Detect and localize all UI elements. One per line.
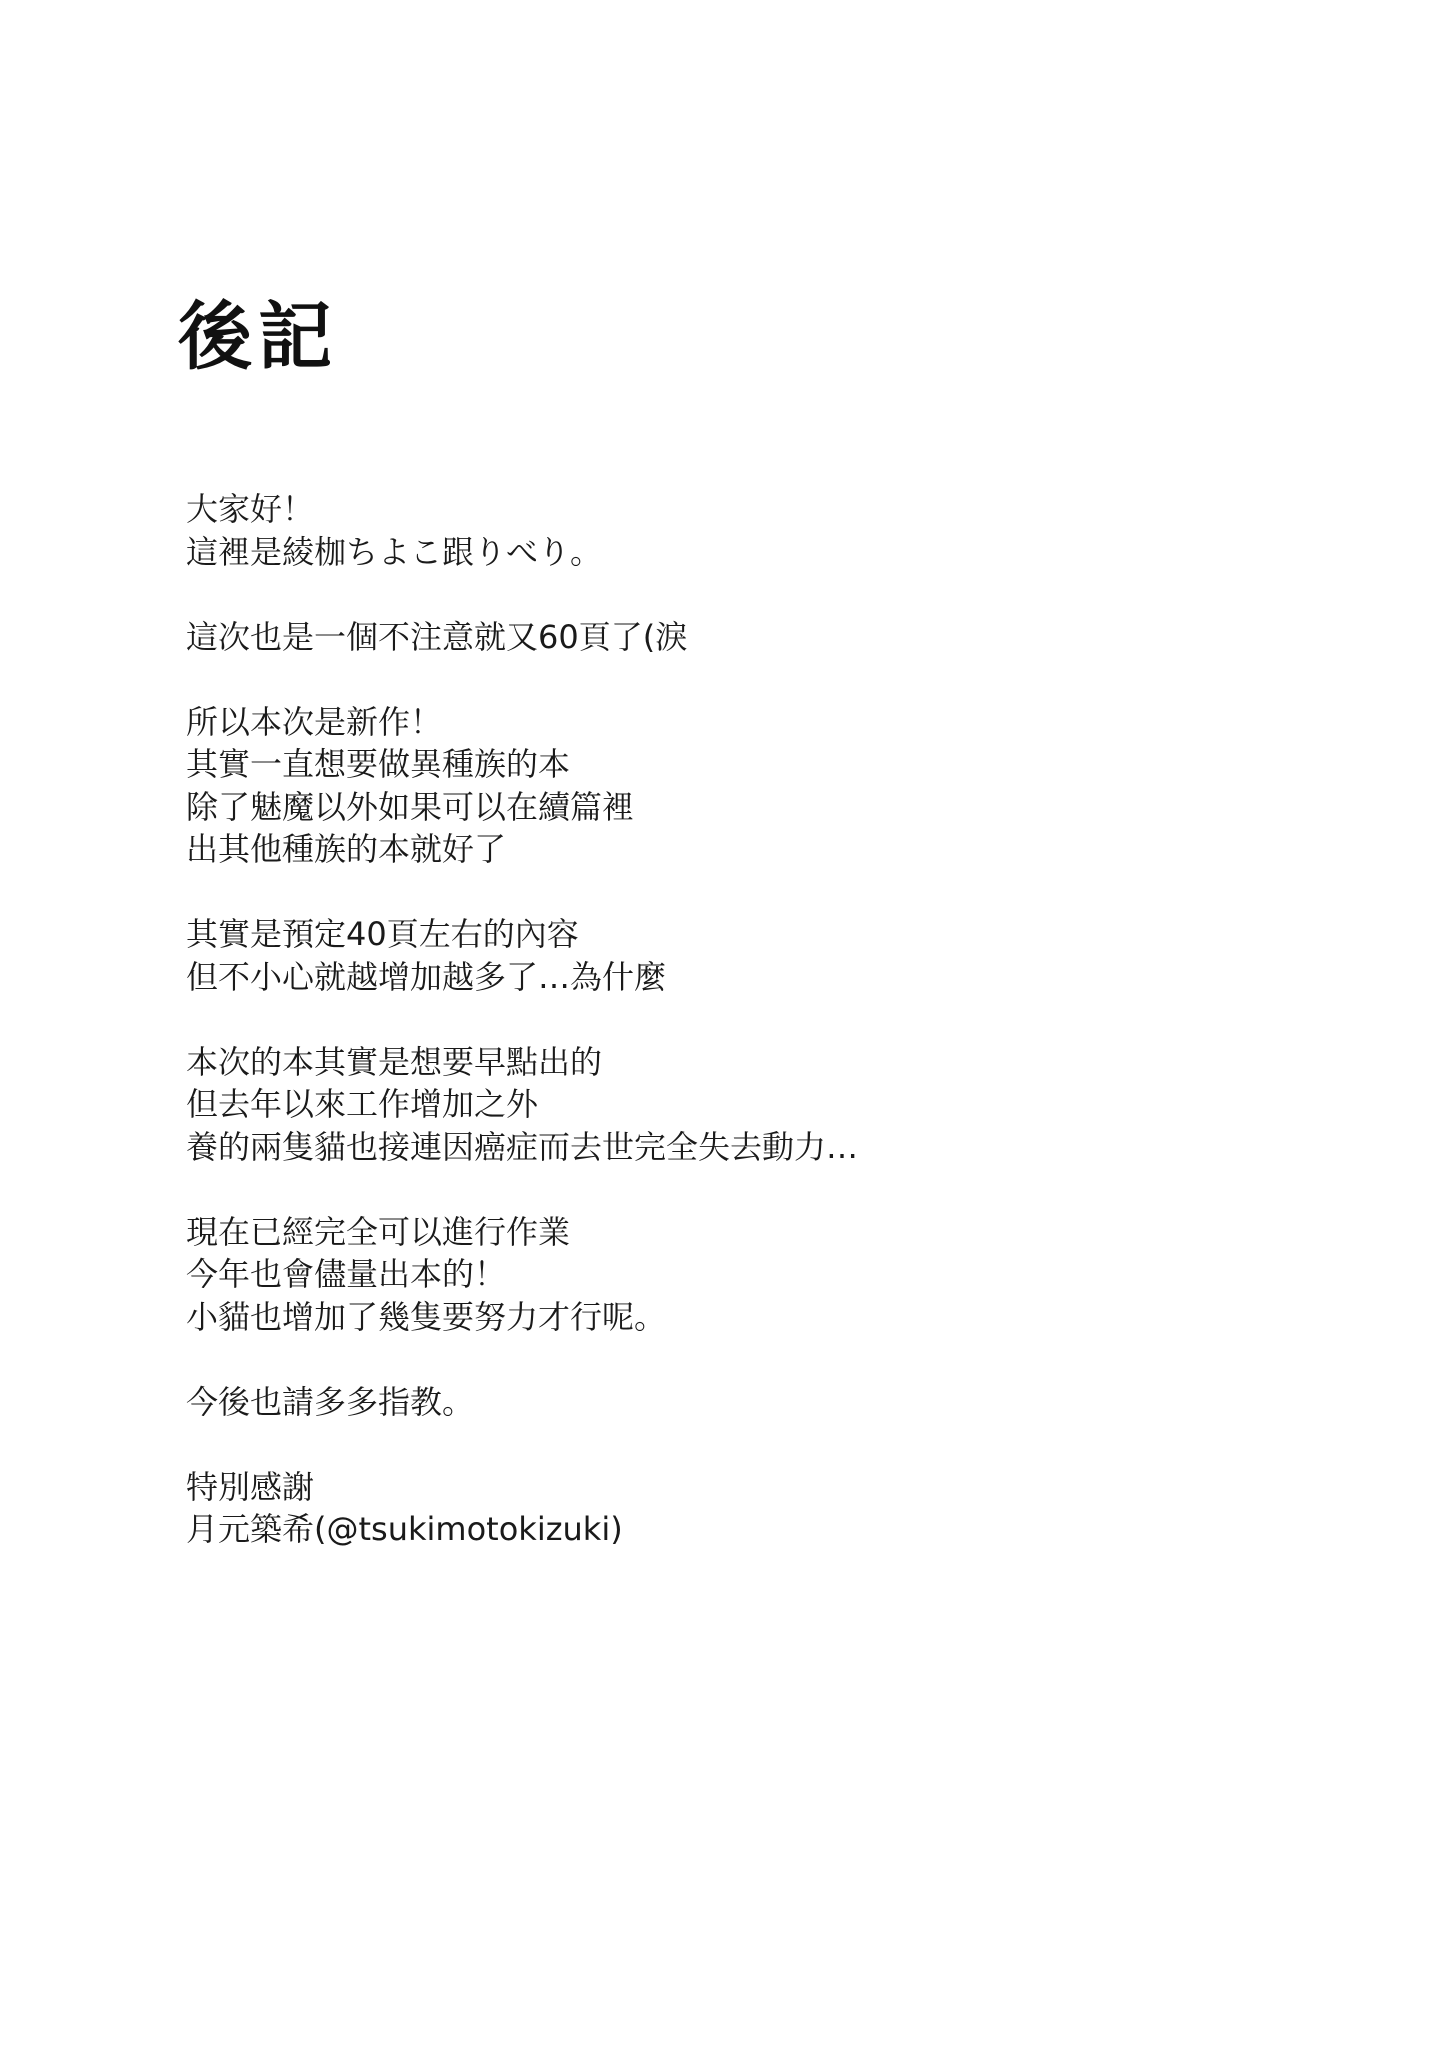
blank-line — [186, 573, 1286, 616]
blank-line — [186, 1338, 1286, 1381]
text-line: 出其他種族的本就好了 — [186, 830, 507, 868]
text-line: 所以本次是新作！ — [186, 702, 443, 741]
text-line: 但不小心就越增加越多了…為什麼 — [186, 957, 667, 996]
text-line: 今年也會儘量出本的！ — [186, 1255, 507, 1293]
special-thanks-heading: 特別感謝 — [186, 1467, 315, 1506]
text-line: 其實一直想要做異種族的本 — [186, 745, 571, 783]
blank-line — [186, 1168, 1286, 1211]
text-line: 今後也請多多指教。 — [186, 1382, 475, 1421]
blank-line — [186, 871, 1286, 914]
text-line: 本次的本其實是想要早點出的 — [186, 1042, 603, 1081]
afterword-body — [186, 488, 1286, 1551]
special-thanks-credit: 月元築希(@tsukimotokizuki) — [186, 1510, 623, 1548]
blank-line — [186, 658, 1286, 701]
text-line: 除了魅魔以外如果可以在續篇裡 — [186, 787, 635, 826]
text-line: 但去年以來工作增加之外 — [186, 1085, 539, 1123]
text-line: 養的兩隻貓也接連因癌症而去世完全失去動力… — [186, 1127, 859, 1166]
text-line: 這次也是一個不注意就又60頁了(淚 — [186, 617, 688, 656]
page-title: 後記 — [178, 294, 338, 380]
text-line: 這裡是綾枷ちよこ跟りべり。 — [186, 532, 603, 571]
blank-line — [186, 998, 1286, 1041]
text-line: 大家好！ — [186, 490, 315, 528]
text-line: 小貓也增加了幾隻要努力才行呢。 — [186, 1297, 667, 1336]
text-line: 現在已經完全可以進行作業 — [186, 1212, 571, 1251]
text-line: 其實是預定40頁左右的內容 — [186, 915, 579, 953]
blank-line — [186, 1423, 1286, 1466]
